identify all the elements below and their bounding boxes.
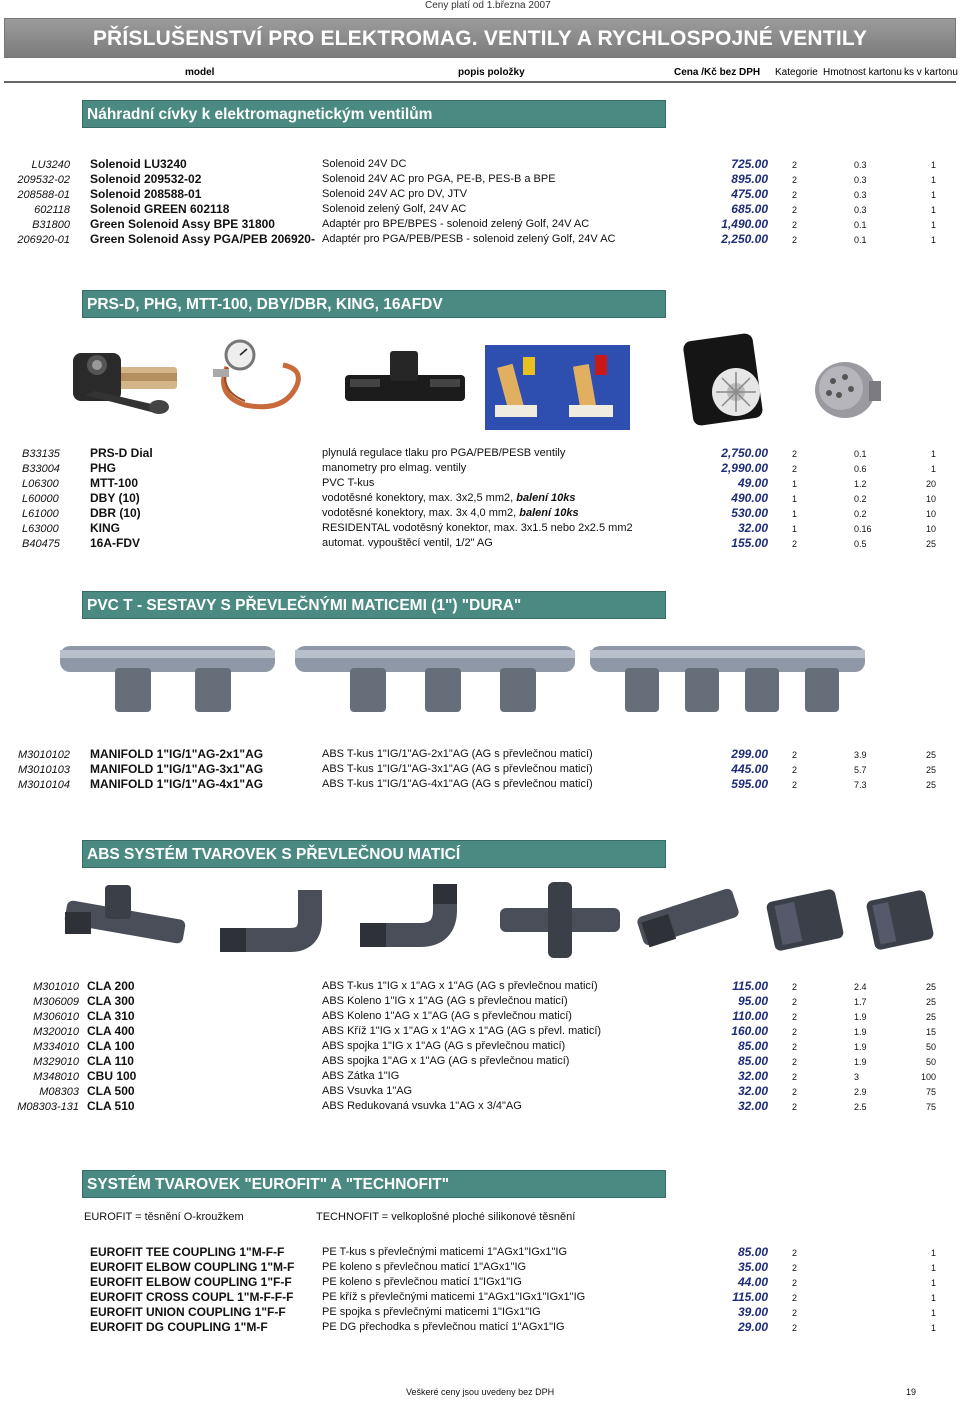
col-model: model [185,67,215,78]
item-code: M306010 [33,1011,79,1023]
item-weight: 1.9 [854,1042,867,1052]
item-description: ABS T-kus 1"IG/1"AG-2x1"AG (AG s převlečnou maticí) [322,748,593,760]
item-category: 2 [792,997,798,1007]
item-category: 2 [792,1308,798,1318]
footer-note: Veškeré ceny jsou uvedeny bez DPH [406,1387,555,1397]
item-price: 32.00 [737,1099,768,1113]
item-name: MANIFOLD 1"IG/1"AG-4x1"AG [90,777,264,791]
item-code: 602118 [34,204,70,216]
item-name: CLA 310 [87,1009,135,1023]
item-qty: 1 [930,205,936,215]
item-qty: 50 [925,1042,936,1052]
manifold-image [55,632,280,720]
item-name: EUROFIT TEE COUPLING 1"M-F-F [90,1245,285,1259]
item-name: CLA 400 [87,1024,135,1038]
item-description: Solenoid zelený Golf, 24V AC [322,203,467,215]
elbow-fitting-image [350,880,490,960]
item-code: 209532-02 [17,174,70,186]
item-description: PE koleno s převlečnou maticí 1"IGx1"IG [322,1276,522,1288]
item-qty: 1 [930,449,936,459]
item-name: DBY (10) [90,491,140,505]
item-category: 2 [792,780,798,790]
item-qty: 1 [930,464,936,474]
item-qty: 50 [925,1057,936,1067]
item-weight: 1.2 [854,479,867,489]
item-name: KING [90,521,120,535]
item-price: 35.00 [737,1260,768,1274]
item-qty: 100 [920,1072,936,1082]
item-qty: 1 [930,1293,936,1303]
item-qty: 10 [925,524,936,534]
item-category: 2 [792,160,798,170]
item-category: 2 [792,1087,798,1097]
col-weight: Hmotnost kartonu [823,67,902,78]
item-code: M08303-131 [17,1101,79,1113]
item-qty: 10 [925,509,936,519]
item-category: 2 [792,982,798,992]
item-description: ABS Koleno 1"IG x 1"AG (AG s převlečnou maticí) [322,995,568,1007]
item-category: 2 [792,1263,798,1273]
item-name: Solenoid LU3240 [90,157,187,171]
item-weight: 7.3 [854,780,867,790]
item-category: 1 [792,524,798,534]
item-weight: 1.9 [854,1057,867,1067]
item-description-wrap [322,507,579,519]
item-category: 2 [792,1057,798,1067]
item-price: 32.00 [737,521,768,535]
item-weight: 0.3 [854,205,867,215]
item-code: M334010 [33,1041,79,1053]
pvc-tee-image [340,345,470,415]
item-weight: 0.3 [854,160,867,170]
col-price: Cena /Kč bez DPH [674,67,761,78]
item-description: vodotěsné konektory, max. 3x2,5 mm2, [322,492,517,504]
item-category: 2 [792,1323,798,1333]
cross-fitting-image [490,878,630,963]
king-connector-image [678,332,783,427]
item-description-emphasis: balení 10ks [516,492,576,504]
item-price: 1,490.00 [721,217,768,231]
item-weight: 0.2 [854,494,867,504]
item-name: MANIFOLD 1"IG/1"AG-3x1"AG [90,762,264,776]
item-weight: 2.4 [854,982,867,992]
item-qty: 1 [930,220,936,230]
item-price: 85.00 [737,1054,768,1068]
item-category: 2 [792,1248,798,1258]
item-name: CLA 110 [87,1054,134,1068]
item-weight: 0.1 [854,449,867,459]
item-price: 445.00 [731,762,768,776]
manifold-image [290,632,580,720]
item-description: PE koleno s převlečnou maticí 1"AGx1"IG [322,1261,527,1273]
item-qty: 25 [925,765,936,775]
coupling-fitting-image [860,880,940,960]
item-code: L60000 [22,493,59,505]
item-category: 1 [792,494,798,504]
item-category: 2 [792,1042,798,1052]
item-price: 530.00 [731,506,768,520]
item-price: 475.00 [731,187,768,201]
item-code: L06300 [22,478,59,490]
item-description: PE kříž s převlečnými maticemi 1"AGx1"IGx1"IGx1"IG [322,1291,586,1303]
section-header-accessories: PRS-D, PHG, MTT-100, DBY/DBR, KING, 16AFDV [82,290,666,318]
item-category: 1 [792,479,798,489]
item-weight: 0.1 [854,235,867,245]
item-category: 1 [792,509,798,519]
section-header-solenoids: Náhradní cívky k elektromagnetickým ventilům [82,100,666,128]
item-price: 39.00 [737,1305,768,1319]
item-category: 2 [792,765,798,775]
item-name: CLA 200 [87,979,135,993]
item-name: 16A-FDV [90,536,141,550]
item-code: B33135 [22,448,60,460]
item-code: M348010 [33,1071,79,1083]
item-qty: 1 [930,1323,936,1333]
item-name: Green Solenoid Assy PGA/PEB 206920- [90,232,315,246]
item-category: 2 [792,1027,798,1037]
item-qty: 25 [925,997,936,1007]
item-name: CLA 300 [87,994,135,1008]
item-weight: 3.9 [854,750,867,760]
item-description: automat. vypouštěcí ventil, 1/2" AG [322,537,493,549]
item-category: 2 [792,539,798,549]
item-weight: 0.3 [854,190,867,200]
item-description: ABS Koleno 1"AG x 1"AG (AG s převlečnou maticí) [322,1010,572,1022]
item-category: 2 [792,1293,798,1303]
item-qty: 75 [925,1087,936,1097]
item-code: M3010103 [18,764,70,776]
item-qty: 1 [930,175,936,185]
item-name: EUROFIT CROSS COUPL 1"M-F-F-F [90,1290,294,1304]
item-price: 685.00 [731,202,768,216]
item-qty: 10 [925,494,936,504]
item-code: L61000 [22,508,59,520]
item-qty: 15 [925,1027,936,1037]
item-price: 115.00 [732,1290,768,1304]
drain-valve-image [805,355,885,425]
item-description: ABS Vsuvka 1"AG [322,1085,413,1097]
item-code: B33004 [22,463,60,475]
item-weight: 0.16 [854,524,872,534]
item-qty: 1 [930,235,936,245]
item-qty: 25 [925,539,936,549]
solenoid-dial-image [55,335,185,425]
item-qty: 25 [925,750,936,760]
item-category: 2 [792,205,798,215]
item-weight: 0.5 [854,539,867,549]
item-category: 2 [792,1012,798,1022]
item-description: PE T-kus s převlečnými maticemi 1"AGx1"IGx1"IG [322,1246,568,1258]
item-qty: 1 [930,1263,936,1273]
item-name: CLA 510 [87,1099,135,1113]
item-name: CLA 100 [87,1039,135,1053]
item-qty: 1 [930,190,936,200]
item-category: 2 [792,449,798,459]
header-divider [4,81,956,83]
item-weight: 0.3 [854,175,867,185]
item-description: ABS T-kus 1"IG/1"AG-4x1"AG (AG s převlečnou maticí) [322,778,593,790]
item-price: 32.00 [737,1069,768,1083]
item-qty: 1 [930,160,936,170]
item-weight: 5.7 [854,765,867,775]
item-name: DBR (10) [90,506,141,520]
item-code: M3010104 [18,779,70,791]
item-code: B40475 [22,538,60,550]
item-category: 2 [792,175,798,185]
item-code: 208588-01 [17,189,70,201]
item-qty: 25 [925,1012,936,1022]
item-price: 49.00 [737,476,768,490]
section-header-eurofit: SYSTÉM TVAROVEK "EUROFIT" A "TECHNOFIT" [82,1170,666,1198]
item-description-wrap [322,492,576,504]
title-banner [4,18,956,58]
item-weight: 0.1 [854,220,867,230]
item-description-emphasis: balení 10ks [519,507,579,519]
item-description: vodotěsné konektory, max. 3x 4,0 mm2, [322,507,520,519]
coupling-fitting-image [760,880,850,960]
item-description: Solenoid 24V DC [322,158,407,170]
item-description: ABS Redukovaná vsuvka 1"AG x 3/4"AG [322,1100,522,1112]
item-code: 206920-01 [17,234,70,246]
item-description: ABS spojka 1"AG x 1"AG (AG s převlečnou maticí) [322,1055,570,1067]
item-description: Adaptér pro BPE/BPES - solenoid zelený Golf, 24V AC [322,218,590,230]
col-desc: popis položky [458,67,525,78]
section-header-abs-fittings: ABS SYSTÉM TVAROVEK S PŘEVLEČNOU MATICÍ [82,840,666,868]
tee-fitting-image [55,880,195,960]
item-code: M3010102 [18,749,70,761]
wire-connector-image [485,345,630,430]
item-code: M08303 [39,1086,79,1098]
item-price: 595.00 [731,777,768,791]
item-name: PRS-D Dial [90,446,153,460]
item-category: 2 [792,1278,798,1288]
note-technofit: TECHNOFIT = velkoplošné ploché silikonové těsnění [316,1211,576,1223]
item-description: ABS T-kus 1"IG x 1"AG x 1"AG (AG s převlečnou maticí) [322,980,598,992]
item-name: EUROFIT UNION COUPLING 1"F-F [90,1305,286,1319]
item-name: CBU 100 [87,1069,137,1083]
item-name: Solenoid 209532-02 [90,172,202,186]
item-code: M301010 [33,981,79,993]
validity-note: Ceny platí od 1.března 2007 [425,0,551,11]
item-weight: 2.9 [854,1087,867,1097]
item-description: Solenoid 24V AC pro PGA, PE-B, PES-B a BPE [322,173,556,185]
item-price: 44.00 [737,1275,768,1289]
item-code: M320010 [33,1026,79,1038]
item-price: 95.00 [737,994,768,1008]
item-price: 85.00 [737,1039,768,1053]
section-header-manifolds: PVC T - SESTAVY S PŘEVLEČNÝMI MATICEMI (1") "DURA" [82,591,666,619]
page-title: PŘÍSLUŠENSTVÍ PRO ELEKTROMAG. VENTILY A RYCHLOSPOJNÉ VENTILY [92,27,868,50]
item-qty: 25 [925,982,936,992]
item-weight: 0.6 [854,464,867,474]
item-code: B31800 [32,219,70,231]
item-code: M306009 [33,996,79,1008]
item-name: EUROFIT ELBOW COUPLING 1"M-F [90,1260,295,1274]
item-qty: 1 [930,1278,936,1288]
item-category: 2 [792,220,798,230]
item-price: 85.00 [737,1245,768,1259]
item-qty: 20 [925,479,936,489]
item-description: ABS T-kus 1"IG/1"AG-3x1"AG (AG s převlečnou maticí) [322,763,593,775]
item-price: 2,750.00 [721,446,768,460]
item-name: MTT-100 [90,476,139,490]
item-qty: 1 [930,1308,936,1318]
item-description: RESIDENTAL vodotěsný konektor, max. 3x1.5 nebo 2x2.5 mm2 [322,522,633,534]
item-price: 2,250.00 [721,232,768,246]
item-price: 299.00 [731,747,768,761]
item-name: Solenoid 208588-01 [90,187,202,201]
item-price: 110.00 [732,1009,768,1023]
item-price: 2,990.00 [721,461,768,475]
item-description: PE DG přechodka s převlečnou maticí 1"AGx1"IG [322,1321,565,1333]
coupling-fitting-image [628,880,748,960]
item-category: 2 [792,235,798,245]
col-category: Kategorie [775,67,818,78]
item-description: PE spojka s převlečnými maticemi 1"IGx1"IG [322,1306,541,1318]
item-category: 2 [792,464,798,474]
pressure-gauge-image [205,335,310,425]
item-name: CLA 500 [87,1084,135,1098]
item-price: 160.00 [731,1024,768,1038]
item-name: Green Solenoid Assy BPE 31800 [90,217,275,231]
item-weight: 2.5 [854,1102,867,1112]
item-name: Solenoid GREEN 602118 [90,202,230,216]
item-price: 895.00 [731,172,768,186]
item-price: 155.00 [731,536,768,550]
item-price: 32.00 [737,1084,768,1098]
item-description: Solenoid 24V AC pro DV, JTV [322,188,468,200]
item-weight: 1.9 [854,1012,867,1022]
manifold-image [585,632,870,720]
item-description: PVC T-kus [322,477,375,489]
item-name: MANIFOLD 1"IG/1"AG-2x1"AG [90,747,264,761]
elbow-fitting-image [210,880,350,960]
item-description: ABS Kříž 1"IG x 1"AG x 1"AG x 1"AG (AG s převl. maticí) [322,1025,602,1037]
item-weight: 3 [854,1072,860,1082]
item-code: LU3240 [31,159,70,171]
item-qty: 75 [925,1102,936,1112]
item-description: plynulá regulace tlaku pro PGA/PEB/PESB ventily [322,447,566,459]
item-price: 490.00 [731,491,768,505]
page-number: 19 [906,1387,917,1397]
item-category: 2 [792,1102,798,1112]
col-qty: ks v kartonu [904,67,958,78]
item-category: 2 [792,190,798,200]
item-name: EUROFIT ELBOW COUPLING 1"F-F [90,1275,292,1289]
item-description: manometry pro elmag. ventily [322,462,467,474]
item-description: ABS spojka 1"IG x 1"AG (AG s převlečnou maticí) [322,1040,566,1052]
item-weight: 1.7 [854,997,867,1007]
item-name: PHG [90,461,117,475]
item-code: M329010 [33,1056,79,1068]
item-price: 725.00 [731,157,768,171]
item-qty: 1 [930,1248,936,1258]
item-weight: 0.2 [854,509,867,519]
item-qty: 25 [925,780,936,790]
item-name: EUROFIT DG COUPLING 1"M-F [90,1320,268,1334]
item-description: ABS Zátka 1"IG [322,1070,400,1082]
item-description: Adaptér pro PGA/PEB/PESB - solenoid zelený Golf, 24V AC [322,233,616,245]
note-eurofit: EUROFIT = těsnění O-kroužkem [84,1211,244,1223]
item-weight: 1.9 [854,1027,867,1037]
item-price: 29.00 [737,1320,768,1334]
item-category: 2 [792,1072,798,1082]
item-code: L63000 [22,523,59,535]
item-price: 115.00 [732,979,768,993]
item-category: 2 [792,750,798,760]
